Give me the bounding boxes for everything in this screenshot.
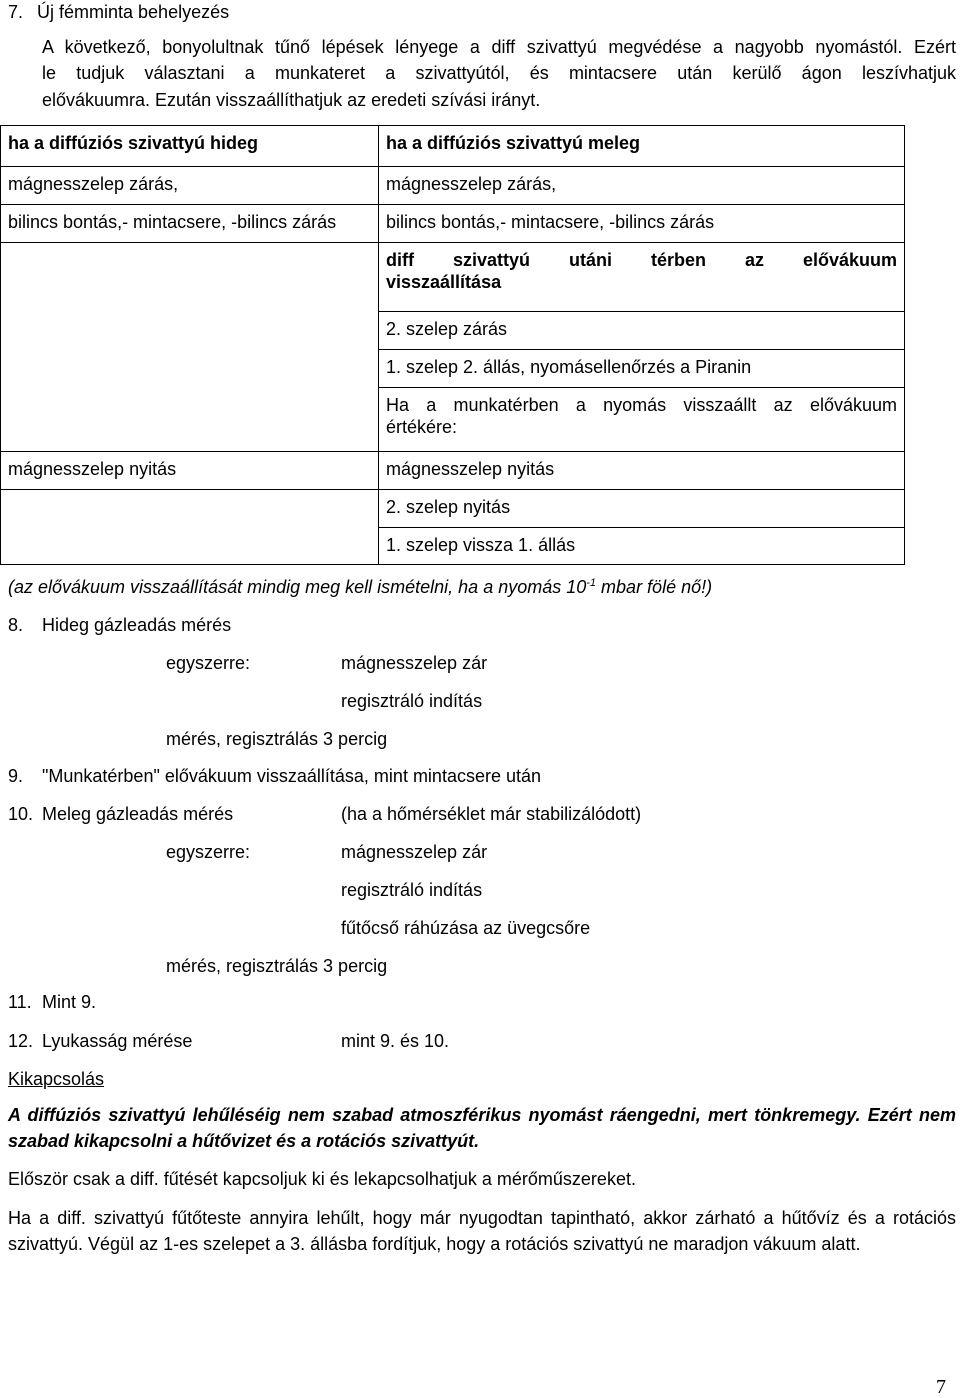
warm-restore-line-1: diff szivattyú utáni térben az elővákuum: [386, 250, 897, 270]
shutdown-title: Kikapcsolás: [8, 1069, 105, 1089]
cold-magnet-close: mágnesszelep zárás,: [1, 167, 379, 205]
section-8-number: 8.: [8, 615, 24, 635]
section-8-action-2: regisztráló indítás: [341, 691, 483, 711]
warm-pressure-check: [379, 388, 905, 452]
repeat-note-end: mbar fölé nő!): [596, 577, 713, 597]
section-7-title: Új fémminta behelyezés: [37, 2, 230, 22]
table-header-cold: ha a diffúziós szivattyú hideg: [1, 126, 379, 167]
section-8-measure: mérés, regisztrálás 3 percig: [166, 729, 388, 749]
section-12-ref: mint 9. és 10.: [341, 1031, 450, 1051]
warm-magnet-close: mágnesszelep zárás,: [379, 167, 905, 205]
warm-magnet-open: mágnesszelep nyitás: [379, 452, 905, 490]
intro-line-2: le tudjuk választani a munkateret a szivattyútól, és mintacsere után kerülő ágon leszívhatjuk: [42, 63, 956, 83]
intro-line-3: elővákuumra. Ezután visszaállíthatjuk az eredeti szívási irányt.: [42, 90, 541, 110]
section-10-title: Meleg gázleadás mérés: [42, 804, 234, 824]
warm-restore-line-2: visszaállítása: [386, 272, 502, 292]
section-9-number: 9.: [8, 766, 24, 786]
shutdown-paragraph-1: Először csak a diff. fűtését kapcsoljuk ki és lekapcsolhatjuk a mérőműszereket.: [8, 1169, 636, 1189]
warm-valve1-pos2: 1. szelep 2. állás, nyomásellenőrzés a Piranin: [379, 350, 905, 388]
repeat-note: [8, 576, 712, 598]
cold-empty-cell: [1, 243, 379, 452]
section-11-title: Mint 9.: [42, 992, 97, 1012]
section-11-number: 11.: [8, 992, 32, 1012]
cold-empty-cell-2: [1, 490, 379, 565]
section-10-measure: mérés, regisztrálás 3 percig: [166, 956, 388, 976]
warm-valve2-close: 2. szelep zárás: [379, 312, 905, 350]
shutdown-warning: A diffúziós szivattyú lehűléséig nem szabad atmoszférikus nyomást ráengedni, mert tönkremegy. Ezért nem szabad kikapcsolni a hűtővizet és a rotációs szivattyút.: [8, 1105, 956, 1151]
warm-clamp-swap: bilincs bontás,- mintacsere, -bilincs zárás: [379, 205, 905, 243]
cold-magnet-open: mágnesszelep nyitás: [1, 452, 379, 490]
section-10-condition: (ha a hőmérséklet már stabilizálódott): [341, 804, 642, 824]
section-10-action-1: mágnesszelep zár: [341, 842, 488, 862]
section-7-number: 7.: [8, 2, 24, 22]
warm-restore-prevacuum: [379, 243, 905, 312]
shutdown-paragraph-2: Ha a diff. szivattyú fűtőteste annyira lehűlt, hogy már nyugodtan tapintható, akkor zárható a hűtővíz és a rotációs szivattyú. Végül az 1-es szelepet a 3. állásba fordítjuk, hogy a rotációs szivattyú ne maradjon vákuum alatt.: [8, 1208, 956, 1254]
warm-valve1-back: 1. szelep vissza 1. állás: [379, 528, 905, 565]
section-10-action-3: fűtőcső ráhúzása az üvegcsőre: [341, 918, 591, 938]
section-8-action-1: mágnesszelep zár: [341, 653, 488, 673]
intro-line-1: A következő, bonyolultnak tűnő lépések lényege a diff szivattyú megvédése a nagyobb nyomástól. Ezért: [42, 37, 956, 57]
warm-if-line-1: Ha a munkatérben a nyomás visszaállt az elővákuum: [386, 395, 897, 415]
warm-if-line-2: értékére:: [386, 417, 458, 437]
warm-valve2-open: 2. szelep nyitás: [379, 490, 905, 528]
section-9-title: "Munkatérben" elővákuum visszaállítása, mint mintacsere után: [42, 766, 542, 786]
section-10-action-2: regisztráló indítás: [341, 880, 483, 900]
cold-clamp-swap: bilincs bontás,- mintacsere, -bilincs zárás: [1, 205, 379, 243]
section-10-at-once: egyszerre:: [166, 842, 251, 862]
procedure-table: [0, 125, 905, 565]
repeat-note-text: (az elővákuum visszaállítását mindig meg kell ismételni, ha a nyomás 10: [8, 577, 587, 597]
section-8-title: Hideg gázleadás mérés: [42, 615, 232, 635]
section-10-number: 10.: [8, 804, 34, 824]
section-7-heading: [8, 1, 229, 23]
section-12-number: 12.: [8, 1031, 34, 1051]
section-12-title: Lyukasság mérése: [42, 1031, 193, 1051]
repeat-note-exponent: -1: [586, 577, 597, 589]
page-number: 7: [936, 1376, 946, 1398]
table-header-warm: ha a diffúziós szivattyú meleg: [379, 126, 905, 167]
section-8-at-once: egyszerre:: [166, 653, 251, 673]
